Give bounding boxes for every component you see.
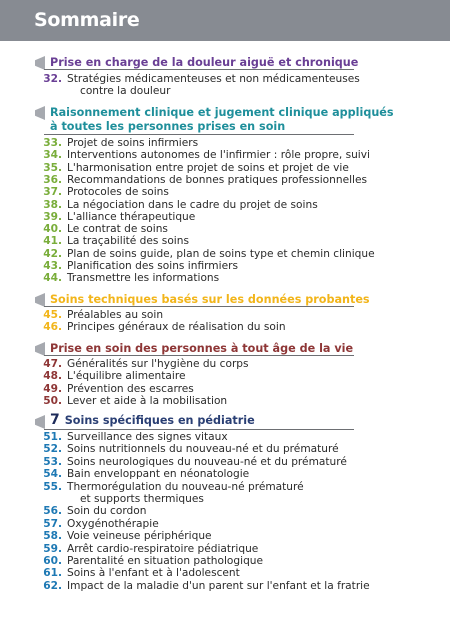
item-number: 59. [43, 542, 62, 555]
item-label: Arrêt cardio-respiratoire pédiatrique [67, 542, 259, 555]
item-number: 40. [43, 223, 62, 236]
section-divider [44, 69, 354, 70]
item-label: Plan de soins guide, plan de soins type et chemin clinique [67, 247, 375, 260]
toc-item[interactable] [0, 456, 450, 468]
toc-item[interactable] [0, 395, 450, 407]
toc-item[interactable] [0, 309, 450, 321]
section-marker-icon [35, 342, 45, 356]
item-number: 55. [43, 480, 62, 493]
item-number: 56. [43, 505, 62, 518]
section-divider [44, 429, 354, 430]
item-label: Prévention des escarres [67, 382, 194, 395]
item-number: 45. [43, 309, 62, 321]
item-label: Projet de soins infirmiers [67, 137, 199, 149]
item-label: Thermorégulation du nouveau-né prématuré [67, 480, 304, 493]
item-label: L'harmonisation entre projet de soins et projet de vie [67, 161, 349, 174]
item-number: 47. [43, 358, 62, 370]
item-label: Préalables au soin [67, 309, 164, 321]
toc-item[interactable] [0, 468, 450, 480]
toc-item[interactable] [0, 260, 450, 272]
toc-item[interactable] [0, 73, 450, 85]
item-number: 48. [43, 370, 62, 383]
section-title: Soins techniques basés sur les données probantes [50, 293, 370, 306]
toc-item[interactable] [0, 370, 450, 382]
section-divider [44, 134, 354, 135]
section-number: 7 [50, 412, 60, 428]
toc-item[interactable] [0, 235, 450, 247]
item-number: 43. [43, 260, 62, 272]
section-marker-icon [35, 56, 45, 70]
item-number: 38. [43, 198, 62, 211]
item-label: L'équilibre alimentaire [67, 370, 186, 383]
item-label: La traçabilité des soins [67, 235, 189, 248]
item-label: Recommandations de bonnes pratiques professionnelles [67, 173, 368, 186]
item-number: 35. [43, 161, 62, 174]
item-number: 61. [43, 567, 62, 580]
toc-item[interactable] [0, 431, 450, 443]
item-number: 51. [43, 431, 62, 443]
item-number: 50. [43, 394, 62, 407]
item-label: Bain enveloppant en néonatologie [67, 468, 250, 481]
toc-item[interactable] [0, 580, 450, 592]
page-header [0, 0, 450, 41]
toc-item[interactable] [0, 505, 450, 517]
item-label-line2: et supports thermiques [80, 493, 204, 505]
item-label: Lever et aide à la mobilisation [67, 394, 228, 407]
section-title: Prise en charge de la douleur aiguë et chronique [50, 56, 359, 69]
toc-item[interactable] [0, 443, 450, 455]
section-title-line2: à toutes les personnes prises en soin [50, 120, 286, 133]
toc-item[interactable] [0, 481, 450, 493]
toc-item[interactable] [0, 186, 450, 198]
item-label: Stratégies médicamenteuses et non médicamenteuses [67, 73, 360, 85]
item-label: Généralités sur l'hygiène du corps [67, 358, 249, 370]
page-title: Sommaire [34, 9, 140, 31]
toc-item[interactable] [0, 321, 450, 333]
toc-item[interactable] [0, 383, 450, 395]
section-marker-icon [35, 106, 45, 120]
section-divider [44, 306, 354, 307]
toc-item[interactable] [0, 518, 450, 530]
item-label: Voie veineuse périphérique [67, 530, 212, 543]
toc-item[interactable] [0, 174, 450, 186]
item-label: Oxygénothérapie [67, 517, 159, 530]
toc-item[interactable] [0, 555, 450, 567]
item-label: Transmettre les informations [67, 272, 220, 285]
section-title [50, 414, 255, 427]
item-label: Planification des soins infirmiers [67, 260, 238, 272]
item-label: La négociation dans le cadre du projet de soins [67, 198, 318, 211]
item-label-line2: contre la douleur [80, 85, 171, 97]
section-title-text: Soins spécifiques en pédiatrie [64, 414, 255, 427]
item-number: 36. [43, 173, 62, 186]
toc-item[interactable] [0, 137, 450, 149]
item-number: 52. [43, 443, 62, 456]
item-number: 46. [43, 321, 62, 334]
item-number: 60. [43, 555, 62, 567]
item-number: 34. [43, 149, 62, 162]
item-number: 57. [43, 517, 62, 530]
toc-item[interactable] [0, 530, 450, 542]
item-label: Soins neurologiques du nouveau-né et du prématuré [67, 455, 347, 468]
item-label: Surveillance des signes vitaux [67, 431, 228, 443]
section-divider [44, 355, 354, 356]
toc-item[interactable] [0, 223, 450, 235]
item-label: Impact de la maladie d'un parent sur l'enfant et la fratrie [67, 579, 370, 592]
item-label: Parentalité en situation pathologique [67, 555, 264, 567]
section-marker-icon [35, 415, 45, 429]
item-number: 62. [43, 579, 62, 592]
item-number: 41. [43, 235, 62, 248]
item-number: 32. [43, 73, 62, 85]
toc-item-continuation [0, 493, 450, 505]
item-number: 58. [43, 530, 62, 543]
item-number: 37. [43, 186, 62, 199]
item-label: L'alliance thérapeutique [67, 210, 196, 223]
item-label: Principes généraux de réalisation du soin [67, 321, 286, 334]
item-label: Soins nutritionnels du nouveau-né et du prématuré [67, 443, 339, 456]
item-number: 33. [43, 137, 62, 149]
toc-item[interactable] [0, 211, 450, 223]
section-title: Raisonnement clinique et jugement clinique appliqués [50, 106, 394, 119]
item-number: 53. [43, 455, 62, 468]
section-marker-icon [35, 293, 45, 307]
item-number: 39. [43, 210, 62, 223]
toc-item[interactable] [0, 358, 450, 370]
item-label: Protocoles de soins [67, 186, 169, 199]
item-label: Soins à l'enfant et à l'adolescent [67, 567, 240, 580]
item-label: Soin du cordon [67, 505, 147, 518]
toc-item[interactable] [0, 248, 450, 260]
toc-item[interactable] [0, 149, 450, 161]
item-number: 54. [43, 468, 62, 481]
item-label: Interventions autonomes de l'infirmier : rôle propre, suivi [67, 149, 370, 162]
item-number: 44. [43, 272, 62, 285]
section-title: Prise en soin des personnes à tout âge de la vie [50, 342, 354, 355]
toc-item[interactable] [0, 162, 450, 174]
toc-item[interactable] [0, 567, 450, 579]
toc-item[interactable] [0, 543, 450, 555]
item-label: Le contrat de soins [67, 223, 168, 236]
toc-item[interactable] [0, 272, 450, 284]
toc-item-continuation [0, 85, 450, 97]
item-number: 42. [43, 247, 62, 260]
toc-item[interactable] [0, 199, 450, 211]
item-number: 49. [43, 382, 62, 395]
